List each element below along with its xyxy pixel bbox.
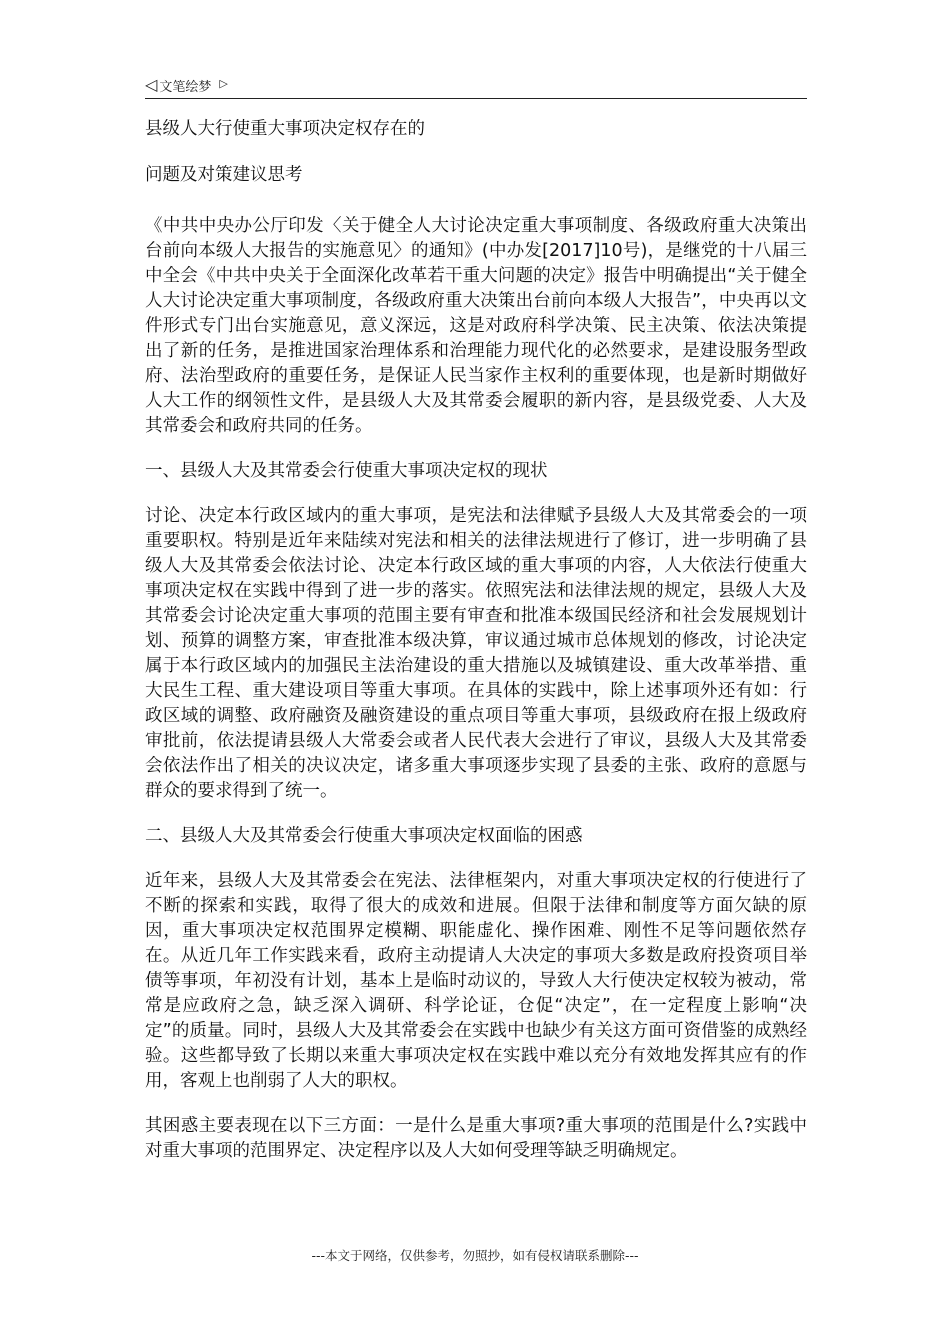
title-line-2: 问题及对策建议思考 — [145, 165, 303, 185]
paragraph-challenges: 近年来，县级人大及其常委会在宪法、法律框架内，对重大事项决定权的行使进行了不断的探索和实践，取得了很大的成效和进展。但限于法律和制度等方面欠缺的原因，重大事项决定权范围界定模糊、职能虚化、操作困难、刚性不足等问题依然存在。从近几年工作实践来看，政府主动提请人大决定的事项大多数是政府投资项目举债等事项，年初没有计划，基本上是临时动议的，导致人大行使决定权较为被动，常常是应政府之急，缺乏深入调研、科学论证，仓促“决定”，在一定程度上影响“决定”的质量。同时，县级人大及其常委会在实践中也缺少有关这方面可资借鉴的成熟经验。这些都导致了长期以来重大事项决定权在实践中难以充分有效地发挥其应有的作用，客观上也削弱了人大的职权。 — [145, 871, 807, 1091]
section-heading-1: 一、县级人大及其常委会行使重大事项决定权的现状 — [145, 461, 548, 481]
paragraph-current-status: 讨论、决定本行政区域内的重大事项，是宪法和法律赋予县级人大及其常委会的一项重要职权。特别是近年来陆续对宪法和相关的法律法规进行了修订，进一步明确了县级人大及其常委会依法讨论、决定本行政区域的重大事项的内容，人大依法行使重大事项决定权在实践中得到了进一步的落实。依照宪法和法律法规的规定，县级人大及其常委会讨论决定重大事项的范围主要有审查和批准本级国民经济和社会发展规划计划、预算的调整方案，审查批准本级决算，审议通过城市总体规划的修改，讨论决定属于本行政区域内的加强民主法治建设的重大措施以及城镇建设、重大改革举措、重大民生工程、重大建设项目等重大事项。在具体的实践中，除上述事项外还有如：行政区域的调整、政府融资及融资建设的重点项目等重大事项，县级政府在报上级政府审批前，依法提请县级人大常委会或者人民代表大会进行了审议，县级人大及其常委会依法作出了相关的决议决定，诸多重大事项逐步实现了县委的主张、政府的意愿与群众的要求得到了统一。 — [145, 506, 807, 801]
header-divider — [145, 98, 807, 99]
paragraph-three-aspects: 其困惑主要表现在以下三方面：一是什么是重大事项?重大事项的范围是什么?实践中对重大事项的范围界定、决定程序以及人大如何受理等缺乏明确规定。 — [145, 1116, 807, 1161]
document-page — [145, 72, 807, 1164]
title-line-1: 县级人大行使重大事项决定权存在的 — [145, 119, 425, 139]
triangle-left-icon: ◁ — [145, 75, 158, 94]
triangle-right-icon: ▷ — [219, 76, 228, 90]
page-footer: ---本文于网络，仅供参考，勿照抄，如有侵权请联系删除--- — [311, 1248, 639, 1263]
page-header — [145, 72, 807, 98]
paragraph-intro: 《中共中央办公厅印发〈关于健全人大讨论决定重大事项制度、各级政府重大决策出台前向本级人大报告的实施意见〉的通知》(中办发[2017]10号)，是继党的十八届三中全会《中共中央关于全面深化改革若干重大问题的决定》报告中明确提出“关于健全人大讨论决定重大事项制度，各级政府重大决策出台前向本级人大报告”，中央再以文件形式专门出台实施意见，意义深远，这是对政府科学决策、民主决策、依法决策提出了新的任务，是推进国家治理体系和治理能力现代化的必然要求，是建设服务型政府、法治型政府的重要任务，是保证人民当家作主权利的重要体现，也是新时期做好人大工作的纲领性文件，是县级人大及其常委会履职的新内容，是县级党委、人大及其常委会和政府共同的任务。 — [145, 216, 807, 436]
document-body — [145, 117, 807, 1164]
section-heading-2: 二、县级人大及其常委会行使重大事项决定权面临的困惑 — [145, 826, 583, 846]
header-brand: 文笔绘梦 — [159, 79, 212, 95]
